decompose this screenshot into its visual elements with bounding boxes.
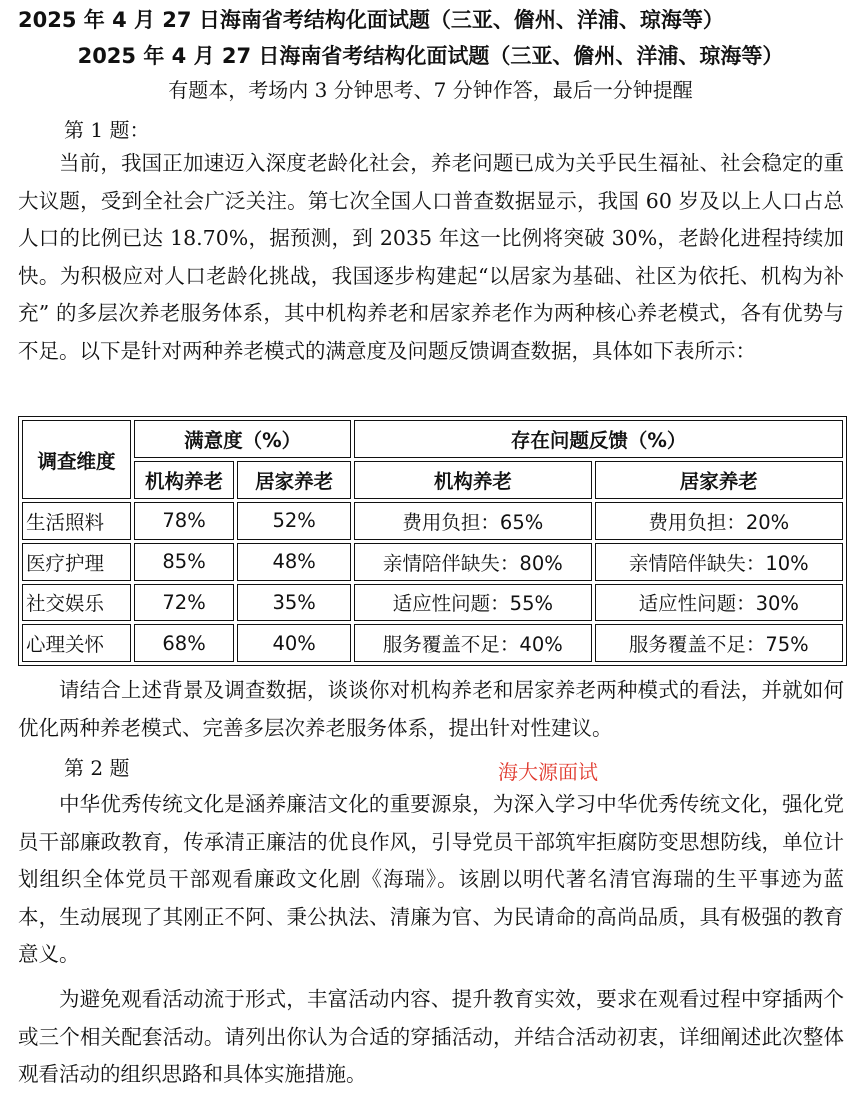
home-satisfaction-cell: 40% bbox=[237, 624, 351, 662]
question-1-background-paragraph: 当前，我国正加速迈入深度老龄化社会，养老问题已成为关乎民生福祉、社会稳定的重大议题，受到全社会广泛关注。第七次全国人口普查数据显示，我国 60 岁及以上人口占总人口的比例已达 18.70%，据预测，到 2035 年这一比例将突破 30%，老龄化进程持续加快。为积极应对人口老龄化挑战，我国逐步构建起“以居家为基础、社区为依托、机构为补充” 的多层次养老服务体系，其中机构养老和居家养老作为两种核心养老模式，各有优势与不足。以下是针对两种养老模式的满意度及问题反馈调查数据，具体如下表所示： bbox=[18, 151, 844, 363]
home-satisfaction-cell: 48% bbox=[237, 543, 351, 581]
table-header-row bbox=[22, 420, 843, 458]
question-1-prompt-paragraph: 请结合上述背景及调查数据，谈谈你对机构养老和居家养老两种模式的看法，并就如何优化两种养老模式、完善多层次养老服务体系，提出针对性建议。 bbox=[18, 678, 844, 740]
institutional-satisfaction-cell: 85% bbox=[134, 543, 234, 581]
subheader-home-satisfaction: 居家养老 bbox=[237, 461, 351, 499]
table-row bbox=[22, 543, 843, 581]
question-2-prompt-paragraph: 为避免观看活动流于形式，丰富活动内容、提升教育实效，要求在观看过程中穿插两个或三个相关配套活动。请列出你认为合适的穿插活动，并结合活动初衷，详细阐述此次整体观看活动的组织思路和具体实施措施。 bbox=[18, 987, 844, 1086]
institutional-issue-cell: 适应性问题：55% bbox=[354, 584, 591, 622]
table-subheader-row bbox=[22, 461, 843, 499]
dimension-header: 调查维度 bbox=[22, 420, 131, 499]
subheader-home-issues: 居家养老 bbox=[595, 461, 844, 499]
institutional-issue-cell: 亲情陪伴缺失：80% bbox=[354, 543, 591, 581]
institutional-satisfaction-cell: 68% bbox=[134, 624, 234, 662]
institutional-satisfaction-cell: 72% bbox=[134, 584, 234, 622]
home-issue-cell: 服务覆盖不足：75% bbox=[595, 624, 844, 662]
table-row bbox=[22, 502, 843, 540]
survey-table bbox=[18, 416, 847, 666]
institutional-satisfaction-cell: 78% bbox=[134, 502, 234, 540]
table-row bbox=[22, 584, 843, 622]
dimension-cell: 生活照料 bbox=[22, 502, 131, 540]
watermark-text: 海大源面试 bbox=[498, 760, 598, 784]
dimension-cell: 心理关怀 bbox=[22, 624, 131, 662]
question-2-label: 第 2 题 bbox=[64, 756, 130, 780]
institutional-issue-cell: 费用负担：65% bbox=[354, 502, 591, 540]
institutional-issue-cell: 服务覆盖不足：40% bbox=[354, 624, 591, 662]
subheader-institutional-issues: 机构养老 bbox=[354, 461, 591, 499]
home-satisfaction-cell: 35% bbox=[237, 584, 351, 622]
subheader-institutional-satisfaction: 机构养老 bbox=[134, 461, 234, 499]
question-2-background-paragraph: 中华优秀传统文化是涵养廉洁文化的重要源泉，为深入学习中华优秀传统文化，强化党员干部廉政教育，传承清正廉洁的优良作风，引导党员干部筑牢拒腐防变思想防线，单位计划组织全体党员干部观看廉政文化剧《海瑞》。该剧以明代著名清官海瑞的生平事迹为蓝本，生动展现了其刚正不阿、秉公执法、清廉为官、为民请命的高尚品质，具有极强的教育意义。 bbox=[18, 792, 844, 966]
dimension-cell: 医疗护理 bbox=[22, 543, 131, 581]
home-satisfaction-cell: 52% bbox=[237, 502, 351, 540]
dimension-cell: 社交娱乐 bbox=[22, 584, 131, 622]
question-1-label: 第 1 题： bbox=[64, 118, 150, 142]
home-issue-cell: 费用负担：20% bbox=[595, 502, 844, 540]
home-issue-cell: 适应性问题：30% bbox=[595, 584, 844, 622]
satisfaction-header: 满意度（%） bbox=[134, 420, 351, 458]
top-heading: 2025 年 4 月 27 日海南省考结构化面试题（三亚、儋州、洋浦、琼海等） bbox=[18, 8, 724, 32]
exam-instructions: 有题本，考场内 3 分钟思考、7 分钟作答，最后一分钟提醒 bbox=[168, 78, 693, 102]
page-title: 2025 年 4 月 27 日海南省考结构化面试题（三亚、儋州、洋浦、琼海等） bbox=[77, 44, 784, 68]
feedback-header: 存在问题反馈（%） bbox=[354, 420, 843, 458]
home-issue-cell: 亲情陪伴缺失：10% bbox=[595, 543, 844, 581]
table-row bbox=[22, 624, 843, 662]
